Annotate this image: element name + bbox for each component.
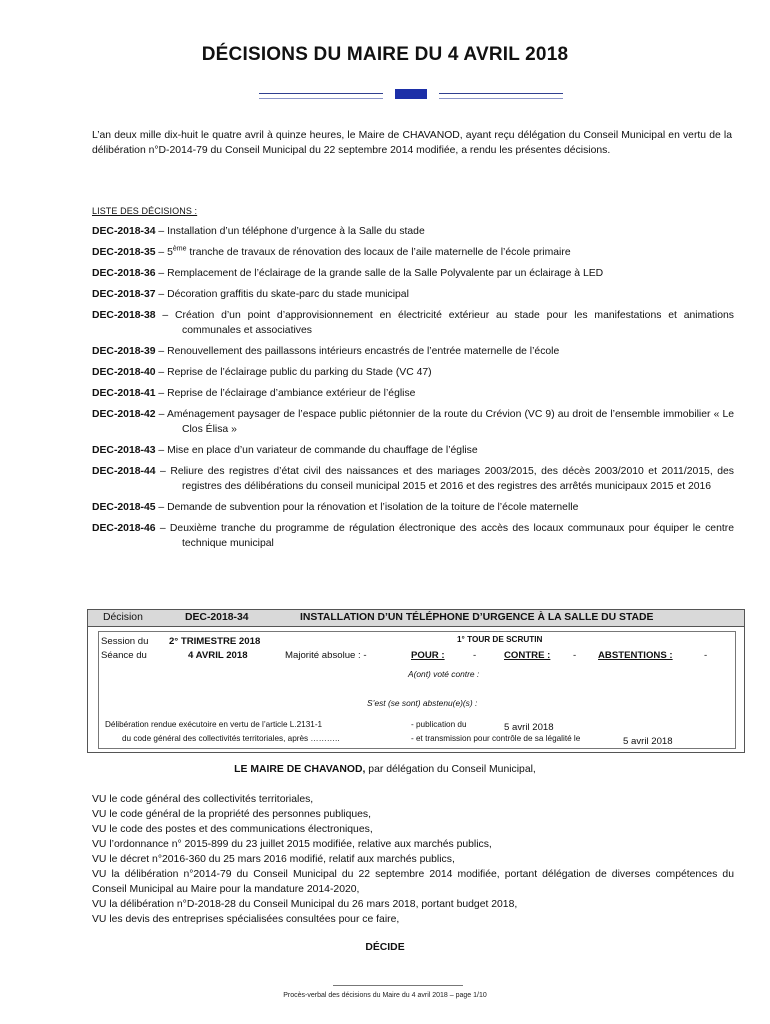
abstenu: S’est (se sont) abstenu(e)(s) : bbox=[367, 698, 478, 708]
decision-text: Aménagement paysager de l’espace public piétonnier de la route du Crévion (VC 9) au droit de l’ensemble immobilier « Le Clos Élisa » bbox=[166, 409, 735, 435]
maire-line bbox=[0, 764, 770, 775]
decision-ordinal: 5 bbox=[167, 247, 173, 258]
executoire-line-2: du code général des collectivités territoriales, après ……….. bbox=[122, 734, 340, 743]
executoire-line-1: Délibération rendue exécutoire en vertu de l’article L.2131-1 bbox=[105, 720, 323, 729]
decision-item: DEC-2018-39 – Renouvellement des paillassons intérieurs encastrés de l’entrée maternelle de l’école bbox=[92, 346, 560, 357]
majorite-absolue: Majorité absolue : - bbox=[285, 650, 367, 661]
page-footer: Procès-verbal des décisions du Maire du 4 avril 2018 – page 1/10 bbox=[283, 992, 487, 999]
decision-text: Remplacement de l’éclairage de la grande salle de la Salle Polyvalente par un éclairage à LED bbox=[167, 268, 604, 279]
decision-list bbox=[92, 224, 734, 557]
decision-code: DEC-2018-34 bbox=[92, 226, 156, 237]
visa-item: VU le code des postes et des communications électroniques, bbox=[92, 824, 373, 835]
pour-label: POUR : bbox=[411, 650, 445, 661]
visa-list bbox=[92, 792, 734, 927]
visa-item: VU le décret n°2016-360 du 25 mars 2016 modifié, relatif aux marchés publics, bbox=[92, 854, 455, 865]
visa-item: VU la délibération n°D-2018-28 du Conseil Municipal du 26 mars 2018, portant budget 2018, bbox=[92, 899, 518, 910]
publication-label: - publication du bbox=[411, 720, 467, 729]
maire-delegation: par délégation du Conseil Municipal, bbox=[368, 764, 536, 775]
decision-item: DEC-2018-35 – 5ème tranche de travaux de rénovation des locaux de l’aile maternelle de l’école primaire bbox=[92, 245, 571, 258]
decision-record-body bbox=[98, 631, 736, 749]
decision-code: DEC-2018-45 bbox=[92, 502, 156, 513]
ornament-block bbox=[395, 89, 427, 99]
decision-item: DEC-2018-41 – Reprise de l’éclairage d’ambiance extérieur de l’église bbox=[92, 388, 416, 399]
maire-title: LE MAIRE DE CHAVANOD, bbox=[234, 764, 366, 775]
footer-divider bbox=[333, 985, 463, 986]
seance-value: 4 AVRIL 2018 bbox=[188, 650, 248, 661]
visa-item: VU l’ordonnance n° 2015-899 du 23 juillet 2015 modifiée, relative aux marchés publics, bbox=[92, 839, 492, 850]
decision-text: Reprise de l’éclairage d’ambiance extérieur de l’église bbox=[167, 388, 416, 399]
vote-contre: A(ont) voté contre : bbox=[408, 669, 480, 679]
decision-record-box bbox=[87, 609, 745, 753]
decision-record-title: INSTALLATION D’UN TÉLÉPHONE D’URGENCE À LA SALLE DU STADE bbox=[300, 612, 654, 623]
session-label: Session du bbox=[101, 636, 149, 647]
list-heading: LISTE DES DÉCISIONS : bbox=[92, 206, 198, 216]
seance-label: Séance du bbox=[101, 650, 147, 661]
decision-record-header bbox=[88, 610, 744, 627]
decision-code: DEC-2018-46 bbox=[92, 523, 156, 534]
decision-code: DEC-2018-35 bbox=[92, 247, 156, 258]
decision-code: DEC-2018-37 bbox=[92, 289, 156, 300]
decision-item: DEC-2018-43 – Mise en place d’un variateur de commande du chauffage de l’église bbox=[92, 445, 478, 456]
decision-ordinal-suffix: ème bbox=[172, 245, 187, 253]
publication-date: 5 avril 2018 bbox=[504, 722, 554, 733]
title-ornament bbox=[259, 89, 563, 101]
decision-text: Renouvellement des paillassons intérieurs encastrés de l’entrée maternelle de l’école bbox=[167, 346, 560, 357]
transmission-label: - et transmission pour contrôle de sa légalité le bbox=[411, 734, 581, 743]
decision-item: DEC-2018-36 – Remplacement de l’éclairage de la grande salle de la Salle Polyvalente par un éclairage à LED bbox=[92, 268, 604, 279]
decision-text: Mise en place d’un variateur de commande du chauffage de l’église bbox=[167, 445, 478, 456]
decision-item: DEC-2018-34 – Installation d’un téléphone d’urgence à la Salle du stade bbox=[92, 226, 425, 237]
ornament-line-right bbox=[439, 93, 563, 99]
visa-item: VU le code général de la propriété des personnes publiques, bbox=[92, 809, 371, 820]
decision-code: DEC-2018-42 bbox=[92, 409, 156, 420]
decide-heading: DÉCIDE bbox=[365, 942, 405, 953]
decision-text: Reliure des registres d’état civil des naissances et des mariages 2003/2015, des décès 2003/2010 et 2011/2015, des registres des délibérations du conseil municipal 2015 et 2016 et des registres des arrêtés municipaux 2015 et 2016 bbox=[170, 466, 734, 492]
ornament-line-left bbox=[259, 93, 383, 99]
contre-label: CONTRE : bbox=[504, 650, 551, 661]
decision-item: DEC-2018-38 – Création d’un point d’approvisionnement en électricité extérieur au stade pour les manifestations et animations communales et associatives bbox=[92, 310, 734, 336]
contre-value: - bbox=[573, 650, 577, 661]
decision-item: DEC-2018-40 – Reprise de l’éclairage public du parking du Stade (VC 47) bbox=[92, 367, 432, 378]
decision-code: DEC-2018-44 bbox=[92, 466, 156, 477]
visa-item: VU les devis des entreprises spécialisées consultées pour ce faire, bbox=[92, 914, 400, 925]
scrutin-tour: 1° TOUR DE SCRUTIN bbox=[457, 635, 543, 644]
decision-text: Création d’un point d’approvisionnement en électricité extérieur au stade pour les manifestations et animations communales et associatives bbox=[174, 310, 734, 336]
decision-item: DEC-2018-46 – Deuxième tranche du programme de régulation électronique des accès des locaux communaux pour équiper le centre technique municipal bbox=[92, 523, 734, 549]
decision-text: Reprise de l’éclairage public du parking du Stade (VC 47) bbox=[167, 367, 432, 378]
decision-text: Décoration graffitis du skate-parc du stade municipal bbox=[167, 289, 409, 300]
pour-value: - bbox=[473, 650, 477, 661]
abstentions-label: ABSTENTIONS : bbox=[598, 650, 673, 661]
decision-item: DEC-2018-44 – Reliure des registres d’état civil des naissances et des mariages 2003/2015, des décès 2003/2010 et 2011/2015, des registres des délibérations du conseil municipal 2015 et 2016 et des registres des arrêtés municipaux 2015 et 2016 bbox=[92, 466, 734, 492]
decision-item: DEC-2018-42 – Aménagement paysager de l’espace public piétonnier de la route du Crévion (VC 9) au droit de l’ensemble immobilier « Le Clos Élisa » bbox=[92, 409, 735, 435]
decision-code: DEC-2018-38 bbox=[92, 310, 156, 321]
decision-text: Deuxième tranche du programme de régulation électronique des accès des locaux communaux pour équiper le centre technique municipal bbox=[169, 523, 734, 549]
decision-text: tranche de travaux de rénovation des locaux de l’aile maternelle de l’école primaire bbox=[189, 247, 571, 258]
decision-code: DEC-2018-41 bbox=[92, 388, 156, 399]
decision-item: DEC-2018-45 – Demande de subvention pour la rénovation et l’isolation de la toiture de l’école maternelle bbox=[92, 502, 579, 513]
transmission-date: 5 avril 2018 bbox=[623, 736, 673, 747]
decision-text: Installation d’un téléphone d’urgence à la Salle du stade bbox=[167, 226, 425, 237]
visa-item: VU le code général des collectivités territoriales, bbox=[92, 794, 314, 805]
visa-item: VU la délibération n°2014-79 du Conseil Municipal du 22 septembre 2014 modifiée, portant délégation de diverses compétences du Conseil Municipal au Maire pour la mandature 2014-2020, bbox=[92, 869, 734, 895]
session-value: 2° TRIMESTRE 2018 bbox=[169, 636, 261, 647]
decision-item: DEC-2018-37 – Décoration graffitis du skate-parc du stade municipal bbox=[92, 289, 409, 300]
decision-text: Demande de subvention pour la rénovation et l’isolation de la toiture de l’école maternelle bbox=[167, 502, 579, 513]
decision-code: DEC-2018-39 bbox=[92, 346, 156, 357]
intro-paragraph: L’an deux mille dix-huit le quatre avril à quinze heures, le Maire de CHAVANOD, ayant reçu délégation du Conseil Municipal en vertu de la délibération n°D-2014-79 du Conseil Municipal du 22 septembre 2014 modifiée, a rendu les présentes décisions. bbox=[92, 130, 732, 156]
decision-record-code: DEC-2018-34 bbox=[185, 612, 249, 623]
decision-code: DEC-2018-43 bbox=[92, 445, 156, 456]
abstentions-value: - bbox=[704, 650, 708, 661]
decision-code: DEC-2018-40 bbox=[92, 367, 156, 378]
decision-label: Décision bbox=[103, 612, 143, 623]
decision-code: DEC-2018-36 bbox=[92, 268, 156, 279]
page-title: DÉCISIONS DU MAIRE DU 4 AVRIL 2018 bbox=[201, 44, 569, 65]
